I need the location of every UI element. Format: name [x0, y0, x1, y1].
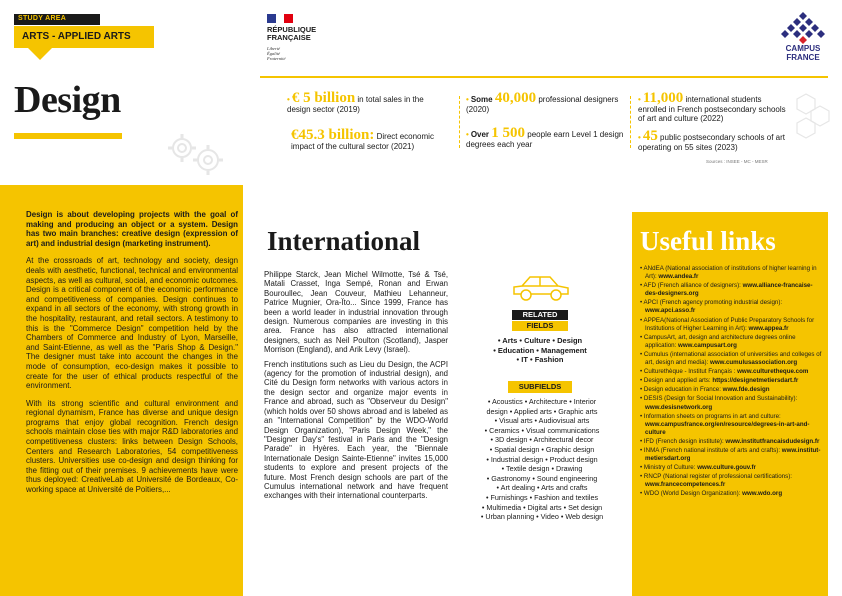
campus-france-wordmark: CAMPUS FRANCE: [785, 44, 821, 62]
car-icon: [510, 270, 572, 304]
related-fields: • Arts • Culture • Design • Education • Management • IT • Fashion: [493, 336, 587, 364]
stat-public-schools: • 45 public postsecondary schools of art operating on 55 sites (2023): [638, 128, 786, 152]
list-item: • Visual arts • Audiovisual arts: [494, 416, 590, 426]
related-label: RELATED: [512, 310, 568, 320]
list-item: • Gastronomy • Sound engineering: [486, 473, 598, 483]
list-item: • Urban planning • Video • Web design: [480, 512, 604, 522]
link[interactable]: www.fde.design: [722, 386, 770, 394]
subfields-list: [472, 397, 612, 522]
link[interactable]: www.campusfrance.org/en/resource/degrees-in-art-and-culture: [645, 420, 810, 436]
stat-degrees: • Over 1 500 people earn Level 1 design degrees each year: [466, 125, 624, 149]
study-area-label: STUDY AREA: [14, 14, 100, 25]
list-item: • Multimedia • Digital arts • Set design: [481, 502, 603, 512]
useful-links-list: [640, 265, 824, 500]
list-item: • IFD (French design institute): www.institutfrancaisdudesign.fr: [640, 438, 824, 446]
fields-label: FIELDS: [512, 321, 568, 331]
link[interactable]: www.cumulusassociation.org: [710, 359, 798, 367]
list-item: • AFD (French alliance of designers): www.alliance-francaise-des-designers.org: [640, 282, 824, 298]
list-item: • Textile design • Drawing: [501, 464, 583, 474]
list-item: design • Applied arts • Graphic arts: [486, 406, 598, 416]
sources-note: Sources : INSEE - MC - MESR: [706, 159, 768, 164]
list-item: • Information sheets on programs in art and culture: www.campusfrance.org/en/resource/degrees-in-art-and-culture: [640, 413, 824, 437]
republique-motto: Liberté Égalité Fraternité: [267, 46, 286, 61]
french-flag-icon: [267, 14, 293, 23]
stats-divider-1: [459, 96, 460, 148]
stat-cultural-impact: €45.3 billion: Direct economic impact of the cultural sector (2021): [291, 127, 434, 151]
link[interactable]: https://designetmetiersdart.fr: [712, 377, 799, 385]
intro-text: [26, 210, 238, 503]
list-item: • Culturethèque - Institut Français : www.culturetheque.com: [640, 368, 824, 376]
intro-lead: Design is about developing projects with the goal of making and producing an object or a system. Design has two main branches: creative design (expression of art) and industrial design (marketing instrument).: [26, 210, 238, 248]
international-paragraph-1: Philippe Starck, Jean Michel Wilmotte, Tsé & Tsé, Matali Crasset, Inga Sempé, Ronan and Erwan Bouroullec, Jean Couveur, Mathieu Lehanneur, Patrice Mugnier, Ora-Ïto... Since 1999, France has been a world leader in industrial innovation through design. Numerous companies are investing in this area. France has also attracted international designers, such as Neil Poulton (Scotland), Jasper Morrison (England), and Arik Levy (Israel).: [264, 270, 448, 355]
list-item: • CampusArt, art, design and architecture degrees online application: www.campusart.org: [640, 334, 824, 350]
hexagons-icon: [796, 92, 830, 142]
list-item: • INMA (French national institute of arts and crafts): www.institut-metiersdart.org: [640, 447, 824, 463]
list-item: • Spatial design • Graphic design: [489, 444, 595, 454]
list-item: • Ministry of Culture: www.culture.gouv.fr: [640, 464, 824, 472]
list-item: • Design and applied arts: https://designetmetiersdart.fr: [640, 377, 824, 385]
link[interactable]: www.wdo.org: [742, 490, 783, 498]
list-item: • Cumulus (international association of universities and colleges of art, design and media): www.cumulusassociation.org: [640, 351, 824, 367]
list-item: • DESIS (Design for Social Innovation and Sustainability): www.desisnetwork.org: [640, 395, 824, 411]
stats-divider-2: [630, 96, 631, 148]
list-item: • APPEA(National Association of Public Preparatory Schools for Institutions of Higher Learning in Art): www.appea.fr: [640, 317, 824, 333]
list-item: • 3D design • Architectural decor: [490, 435, 594, 445]
link[interactable]: www.alliance-francaise-des-designers.org: [645, 282, 813, 298]
link[interactable]: www.francecompetences.fr: [645, 481, 726, 489]
republique-logo: RÉPUBLIQUE FRANÇAISE: [267, 25, 317, 42]
link[interactable]: www.culturetheque.com: [737, 368, 809, 376]
link[interactable]: www.campusart.org: [678, 341, 737, 349]
list-item: • Industrial design • Product design: [486, 454, 598, 464]
list-item: • RNCP (National register of professional certifications): www.francecompetences.fr: [640, 473, 824, 489]
stat-designers: • Some 40,000 professional designers (2020): [466, 90, 619, 114]
stat-design-sales: • € 5 billion in total sales in the design sector (2019): [287, 90, 424, 114]
link[interactable]: www.appea.fr: [748, 324, 789, 332]
link[interactable]: www.institutfrancaisdudesign.fr: [725, 437, 820, 445]
link[interactable]: www.andea.fr: [658, 273, 699, 281]
list-item: • Art dealing • Arts and crafts: [496, 483, 588, 493]
top-divider: [260, 76, 828, 78]
link[interactable]: www.culture.gouv.fr: [697, 464, 756, 472]
international-text: [264, 270, 448, 506]
link[interactable]: www.apci.asso.fr: [645, 307, 696, 315]
banner-arrow: [28, 48, 52, 60]
stat-international-students: • 11,000 international students enrolled in French postsecondary schools of art and culture (2022): [638, 90, 786, 123]
list-item: • ANdEA (National association of institutions of higher learning in Art): www.andea.fr: [640, 265, 824, 281]
intro-paragraph-1: At the crossroads of art, technology and society, design deals with aesthetic, functional, technical and environmental aspects, as well as cultural, social, and economic outcomes. Design is a critical component of the economic performance and competitiveness of companies. Design continues to expand in all sectors of the economy, with strong growth in the hospitality, restaurant, and retail sectors. A testimony to this is the "Commerce Design" competition held by the Chambers of Commerce and Industry of Lyon, Marseille, and Saint-Etienne, as well as the "Paris Shop & Design." The designer must take into account the changes in the mode of consumption, eco-design makes it possible to create for the user of ethical products respectful of the environment.: [26, 256, 238, 391]
list-item: • Ceramics • Visual communications: [484, 425, 600, 435]
title-underline: [14, 133, 122, 139]
international-paragraph-2: French institutions such as Lieu du Design, the ACPI (agency for the promotion of industrial design), and Cité du Design form networks with various actors in the design sector and organize major events in France and abroad, such as "Observeur du Design" (which holds over 50 shows abroad and is labeled as an "International Competition" by the WDO-World Design Organization), "Paris Design Week," the "Designer Day's" festival in Paris and the "Design Parade" in Hyères. Each year, the "Biennale Internationale Design Sainte-Etienne" invites 15,000 students to explore and present projects of the future. Most French design schools are part of the Cumulus international network and have frequent exchanges with their international counterparts.: [264, 359, 448, 501]
list-item: • APCI (French agency promoting industrial design): www.apci.asso.fr: [640, 299, 824, 315]
link[interactable]: www.desisnetwork.org: [645, 403, 713, 411]
list-item: • Furnishings • Fashion and textiles: [485, 492, 599, 502]
page-title: Design: [14, 79, 121, 121]
subfields-label: SUBFIELDS: [508, 381, 572, 393]
link[interactable]: www.institut-metiersdart.org: [645, 446, 821, 463]
gears-icon: [160, 128, 230, 178]
list-item: • WDO (World Design Organization): www.wdo.org: [640, 490, 824, 498]
list-item: • Design education in France: www.fde.design: [640, 386, 824, 394]
field-banner: ARTS - APPLIED ARTS: [14, 26, 154, 48]
international-title: International: [267, 226, 421, 256]
useful-links-title: Useful links: [640, 226, 776, 256]
list-item: • Acoustics • Architecture • Interior: [487, 397, 597, 406]
intro-paragraph-2: With its strong scientific and cultural environment and regional dynamism, France has diverse and unique design programs that enjoy global recognition. French design schools maintain close ties with major R&D laboratories and competitiveness clusters: links between Design Schools, Centers and Research Laboratories, 54 competitiveness clusters. Universities use co-design and design thinking for the fitting out of their premises. 9 achievements have were thus deployed: CreativeLab at Université de Bordeaux, Co-working space at Université de Poitiers,...: [26, 398, 238, 495]
